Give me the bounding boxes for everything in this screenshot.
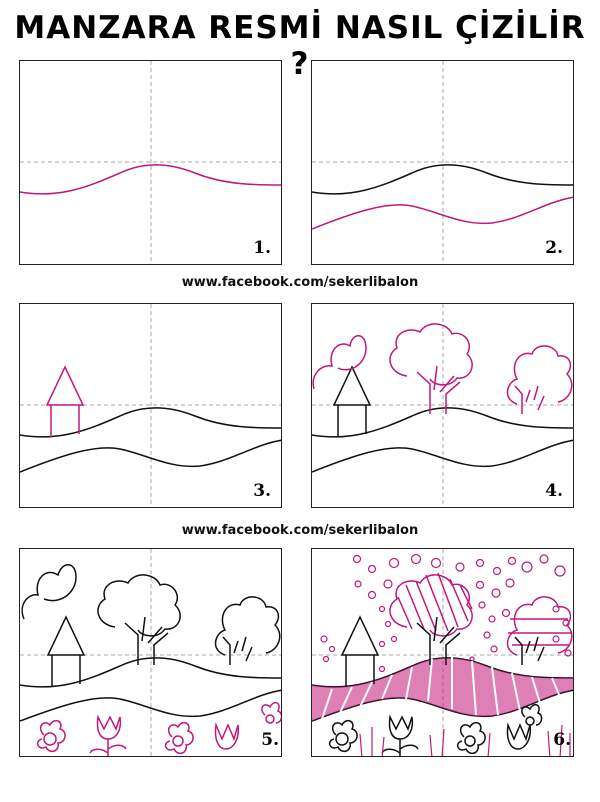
striped-tree-crown [390,573,472,636]
bush-grass [515,637,544,665]
step-number: 6. [553,730,571,750]
step-5-panel [19,548,282,757]
step-6-panel [311,548,574,757]
step-1-drawing [20,61,282,265]
step-number: 5. [261,730,279,750]
step-number: 4. [545,481,563,501]
step-number: 2. [545,238,563,258]
house [342,617,378,687]
step-1-panel [19,60,282,265]
step-2-panel [311,60,574,265]
facebook-url: www.facebook.com/sekerlibalon [181,275,419,290]
step-number: 3. [253,481,271,501]
page-title: MANZARA RESMİ NASIL ÇİZİLİR ? [14,10,586,82]
step-5-drawing [20,549,282,757]
step-4-panel [311,303,574,508]
step-3-drawing [20,304,282,508]
step-2-drawing [312,61,574,265]
facebook-url: www.facebook.com/sekerlibalon [181,523,419,538]
step-number: 1. [253,238,271,258]
banded-bush [508,597,572,655]
house [47,367,83,437]
house [48,617,84,687]
step-4-drawing [312,304,574,508]
step-6-drawing [312,549,574,757]
step-3-panel [19,303,282,508]
trees-and-bush [313,324,572,414]
house [334,367,370,437]
